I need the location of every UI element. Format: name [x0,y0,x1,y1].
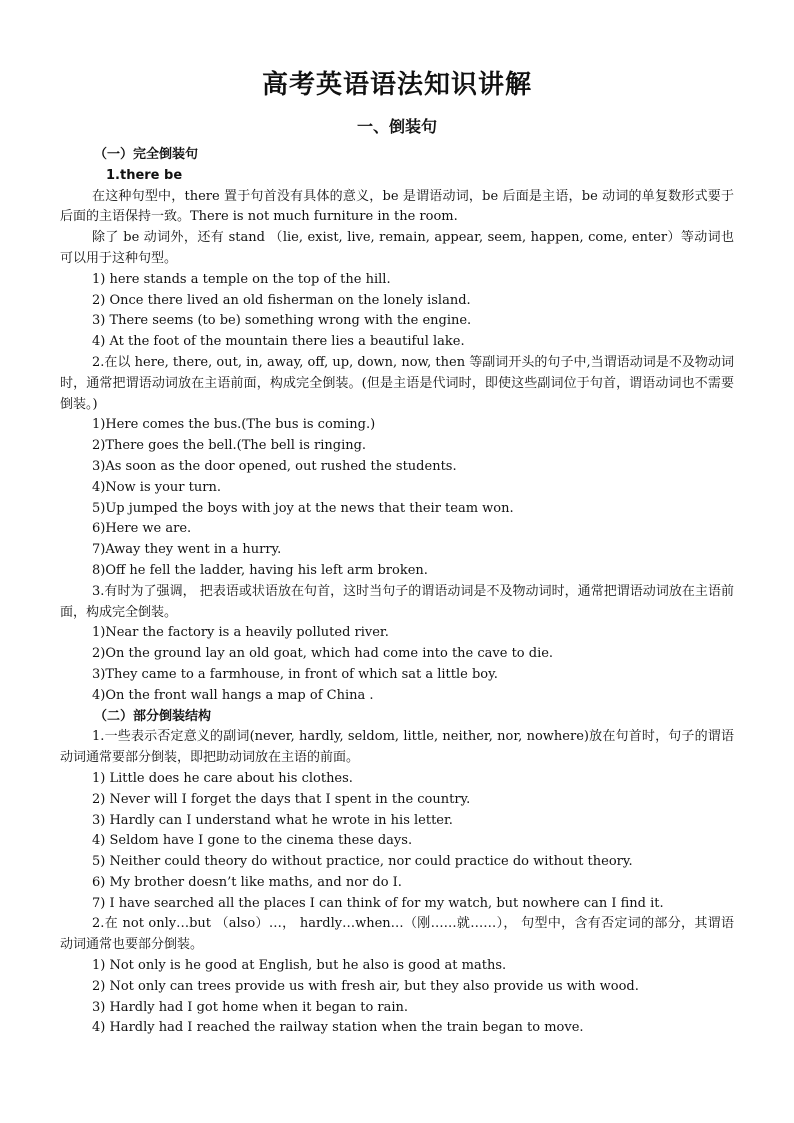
document-body [60,145,734,1039]
example-line: 8)Off he fell the ladder, having his left arm broken. [92,562,428,578]
example-line: 3)They came to a farmhouse, in front of which sat a little boy. [92,666,498,682]
section-heading: （一）完全倒装句 [94,147,199,162]
example-line: 4) Seldom have I gone to the cinema these days. [92,833,413,849]
example-line: 3)As soon as the door opened, out rushed the students. [92,458,457,474]
example-line: 1)Near the factory is a heavily polluted river. [92,625,389,641]
example-line: 4)Now is your turn. [92,479,221,495]
example-line: 3) Hardly can I understand what he wrote in his letter. [92,812,453,828]
example-line: 2)There goes the bell.(The bell is ringing. [92,438,367,454]
example-line: 4)On the front wall hangs a map of China . [92,687,374,703]
example-line: 2) Never will I forget the days that I spent in the country. [92,791,471,807]
paragraph: 2.在 not only…but （also）…， hardly…when…（刚……就……）， 句型中，含有否定词的部分，其谓语动词通常也要部分倒装。 [60,916,734,953]
example-line: 5) Neither could theory do without practice, nor could practice do without theory. [92,854,633,870]
example-line: 6)Here we are. [92,521,192,537]
example-line: 7)Away they went in a hurry. [92,542,282,558]
subsection-heading: 1.there be [106,167,183,183]
example-line: 1) Not only is he good at English, but he also is good at maths. [92,958,507,974]
example-line: 2)On the ground lay an old goat, which had come into the cave to die. [92,646,554,662]
paragraph: 除了 be 动词外，还有 stand （lie, exist, live, remain, appear, seem, happen, come, enter）等动词也可以用于这种句型。 [60,230,734,266]
example-line: 7) I have searched all the places I can think of for my watch, but nowhere can I find it. [92,895,664,911]
example-line: 4) At the foot of the mountain there lies a beautiful lake. [92,334,465,350]
example-line: 4) Hardly had I reached the railway station when the train began to move. [92,1020,584,1036]
example-line: 5)Up jumped the boys with joy at the news that their team won. [92,500,514,516]
paragraph: 1.一些表示否定意义的副词(never, hardly, seldom, little, neither, nor, nowhere)放在句首时，句子的谓语动词通常要部分倒装，即把助动词放在主语的前面。 [60,729,734,766]
paragraph: 2.在以 here, there, out, in, away, off, up, down, now, then 等副词开头的句子中,当谓语动词是不及物动词时，通常把谓语动词放在主语前面，构成完全倒装。(但是主语是代词时，即使这些副词位于句首，谓语动词也不需要倒装。) [60,354,734,412]
example-line: 2) Once there lived an old fisherman on the lonely island. [92,292,471,308]
page-title: 高考英语语法知识讲解 [261,70,532,100]
example-line: 6) My brother doesn’t like maths, and nor do I. [92,874,402,890]
example-line: 1)Here comes the bus.(The bus is coming.) [92,417,376,433]
section-title: 一、倒装句 [356,117,437,136]
paragraph: 3.有时为了强调， 把表语或状语放在句首，这时当句子的谓语动词是不及物动词时，通常把谓语动词放在主语前面，构成完全倒装。 [60,583,734,620]
example-line: 1) here stands a temple on the top of the hill. [92,271,391,287]
example-line: 3) There seems (to be) something wrong with the engine. [92,313,472,329]
paragraph: 在这种句型中，there 置于句首没有具体的意义，be 是谓语动词，be 后面是主语，be 动词的单复数形式要于后面的主语保持一致。There is not much furniture in the room. [60,188,734,225]
example-line: 3) Hardly had I got home when it began to rain. [92,999,409,1015]
example-line: 2) Not only can trees provide us with fresh air, but they also provide us with wood. [92,978,639,994]
example-line: 1) Little does he care about his clothes. [92,770,353,786]
section-heading: （二）部分倒装结构 [94,708,212,724]
